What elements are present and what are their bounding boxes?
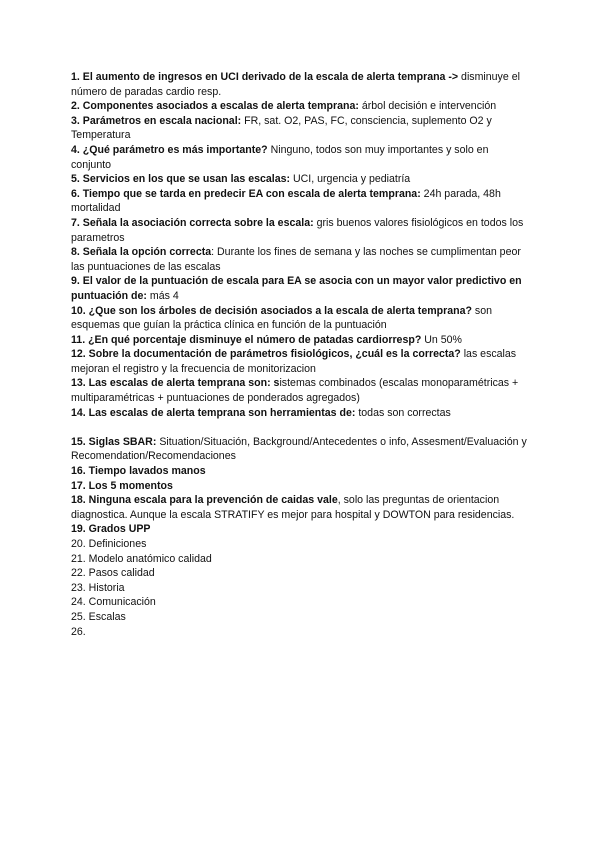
question-item [71,435,531,464]
question-item [71,245,531,274]
question-item [71,566,531,581]
answer-text: todas son correctas [355,406,451,419]
question-text: 18. Ninguna escala para la prevención de caidas vale [71,494,338,507]
question-text: 7. Señala la asociación correcta sobre la escala: [71,216,314,229]
question-text: 11. ¿En qué porcentaje disminuye el número de patadas cardiorresp? [71,333,422,346]
question-text: 2. Componentes asociados a escalas de alerta temprana: [71,100,359,113]
question-text: 5. Servicios en los que se usan las escalas: [71,173,291,186]
question-item [71,537,531,552]
question-item [71,610,531,625]
answer-text: FR, sat. O2, PAS, FC, consciencia, suplemento O2 y Temperatura [71,114,492,142]
answer-text: disminuye el número de paradas cardio resp. [71,71,520,98]
question-item [71,581,531,596]
question-item [71,552,531,567]
question-item [71,99,531,114]
question-item [71,70,531,99]
answer-text: Un 50% [421,333,462,346]
question-text: 10. ¿Que son los árboles de decisión asociados a la escala de alerta temprana? [71,304,472,317]
answer-text: : Durante los fines de semana y las noches se cumplimentan peor las puntuaciones de las escalas [71,246,521,273]
question-item [71,143,531,172]
answer-text: 22. Pasos calidad [71,567,155,580]
question-item [71,493,531,522]
question-text: 9. El valor de la puntuación de escala para EA se asocia con un mayor valor predictivo en puntuación de: [71,275,522,302]
question-item [71,595,531,610]
question-text: 3. Parámetros en escala nacional: [71,114,242,127]
question-text: 16. Tiempo lavados manos [71,465,206,478]
question-item [71,333,531,348]
answer-text: más 4 [146,289,179,302]
question-text: 17. Los 5 momentos [71,479,173,492]
question-item [71,114,531,143]
answer-text: 23. Historia [71,581,125,594]
question-text: 15. Siglas SBAR: [71,435,157,448]
answer-text: Ninguno, todos son muy importantes y solo en conjunto [71,143,489,171]
answer-text: istemas combinados (escalas monoparamétricas + multiparamétricas + puntuaciones de ponderados agregados) [71,377,519,405]
question-item [71,479,531,494]
answer-text: 20. Definiciones [71,538,147,550]
question-text: 8. Señala la opción correcta [71,246,212,259]
question-text: 6. Tiempo que se tarda en predecir EA con escala de alerta temprana: [71,187,421,200]
answer-text: 21. Modelo anatómico calidad [71,552,212,565]
answer-text: 26. [71,625,86,638]
question-item [71,274,531,303]
answer-text: 24h parada, 48h mortalidad [71,187,501,215]
answer-text: , solo las preguntas de orientacion diagnostica. Aunque la escala STRATIFY es mejor para hospital y DOWTON para residencias. [71,494,515,521]
answer-text: gris buenos valores fisiológicos en todos los parametros [71,216,524,244]
blank-line [71,420,531,435]
answer-text: 25. Escalas [71,610,126,623]
answer-text: 24. Comunicación [71,596,156,609]
question-text: 13. Las escalas de alerta temprana son: s [71,377,280,390]
question-item [71,406,531,421]
question-item [71,522,531,537]
question-text: 19. Grados UPP [71,523,151,536]
question-text: 1. El aumento de ingresos en UCI derivado de la escala de alerta temprana -> [71,71,459,83]
question-item [71,376,531,405]
question-item [71,347,531,376]
answer-text: son esquemas que guían la práctica clínica en función de la puntuación [71,304,492,332]
question-item [71,172,531,187]
question-item [71,216,531,245]
answer-text: UCI, urgencia y pediatría [290,173,411,186]
question-item [71,464,531,479]
answer-text: Situation/Situación, Background/Antecedentes o info, Assesment/Evaluación y Recomendation/Recomendaciones [71,435,527,463]
question-item [71,304,531,333]
answer-text: las escalas mejoran el registro y la frecuencia de monitorizacion [71,348,517,375]
document-body [71,70,531,639]
answer-text: árbol decisión e intervención [358,100,497,113]
question-text: 14. Las escalas de alerta temprana son herramientas de: [71,406,356,419]
question-item [71,187,531,216]
question-text: 12. Sobre la documentación de parámetros fisiológicos, ¿cuál es la correcta? [71,348,461,361]
question-text: 4. ¿Qué parámetro es más importante? [71,143,268,156]
question-item [71,625,531,640]
